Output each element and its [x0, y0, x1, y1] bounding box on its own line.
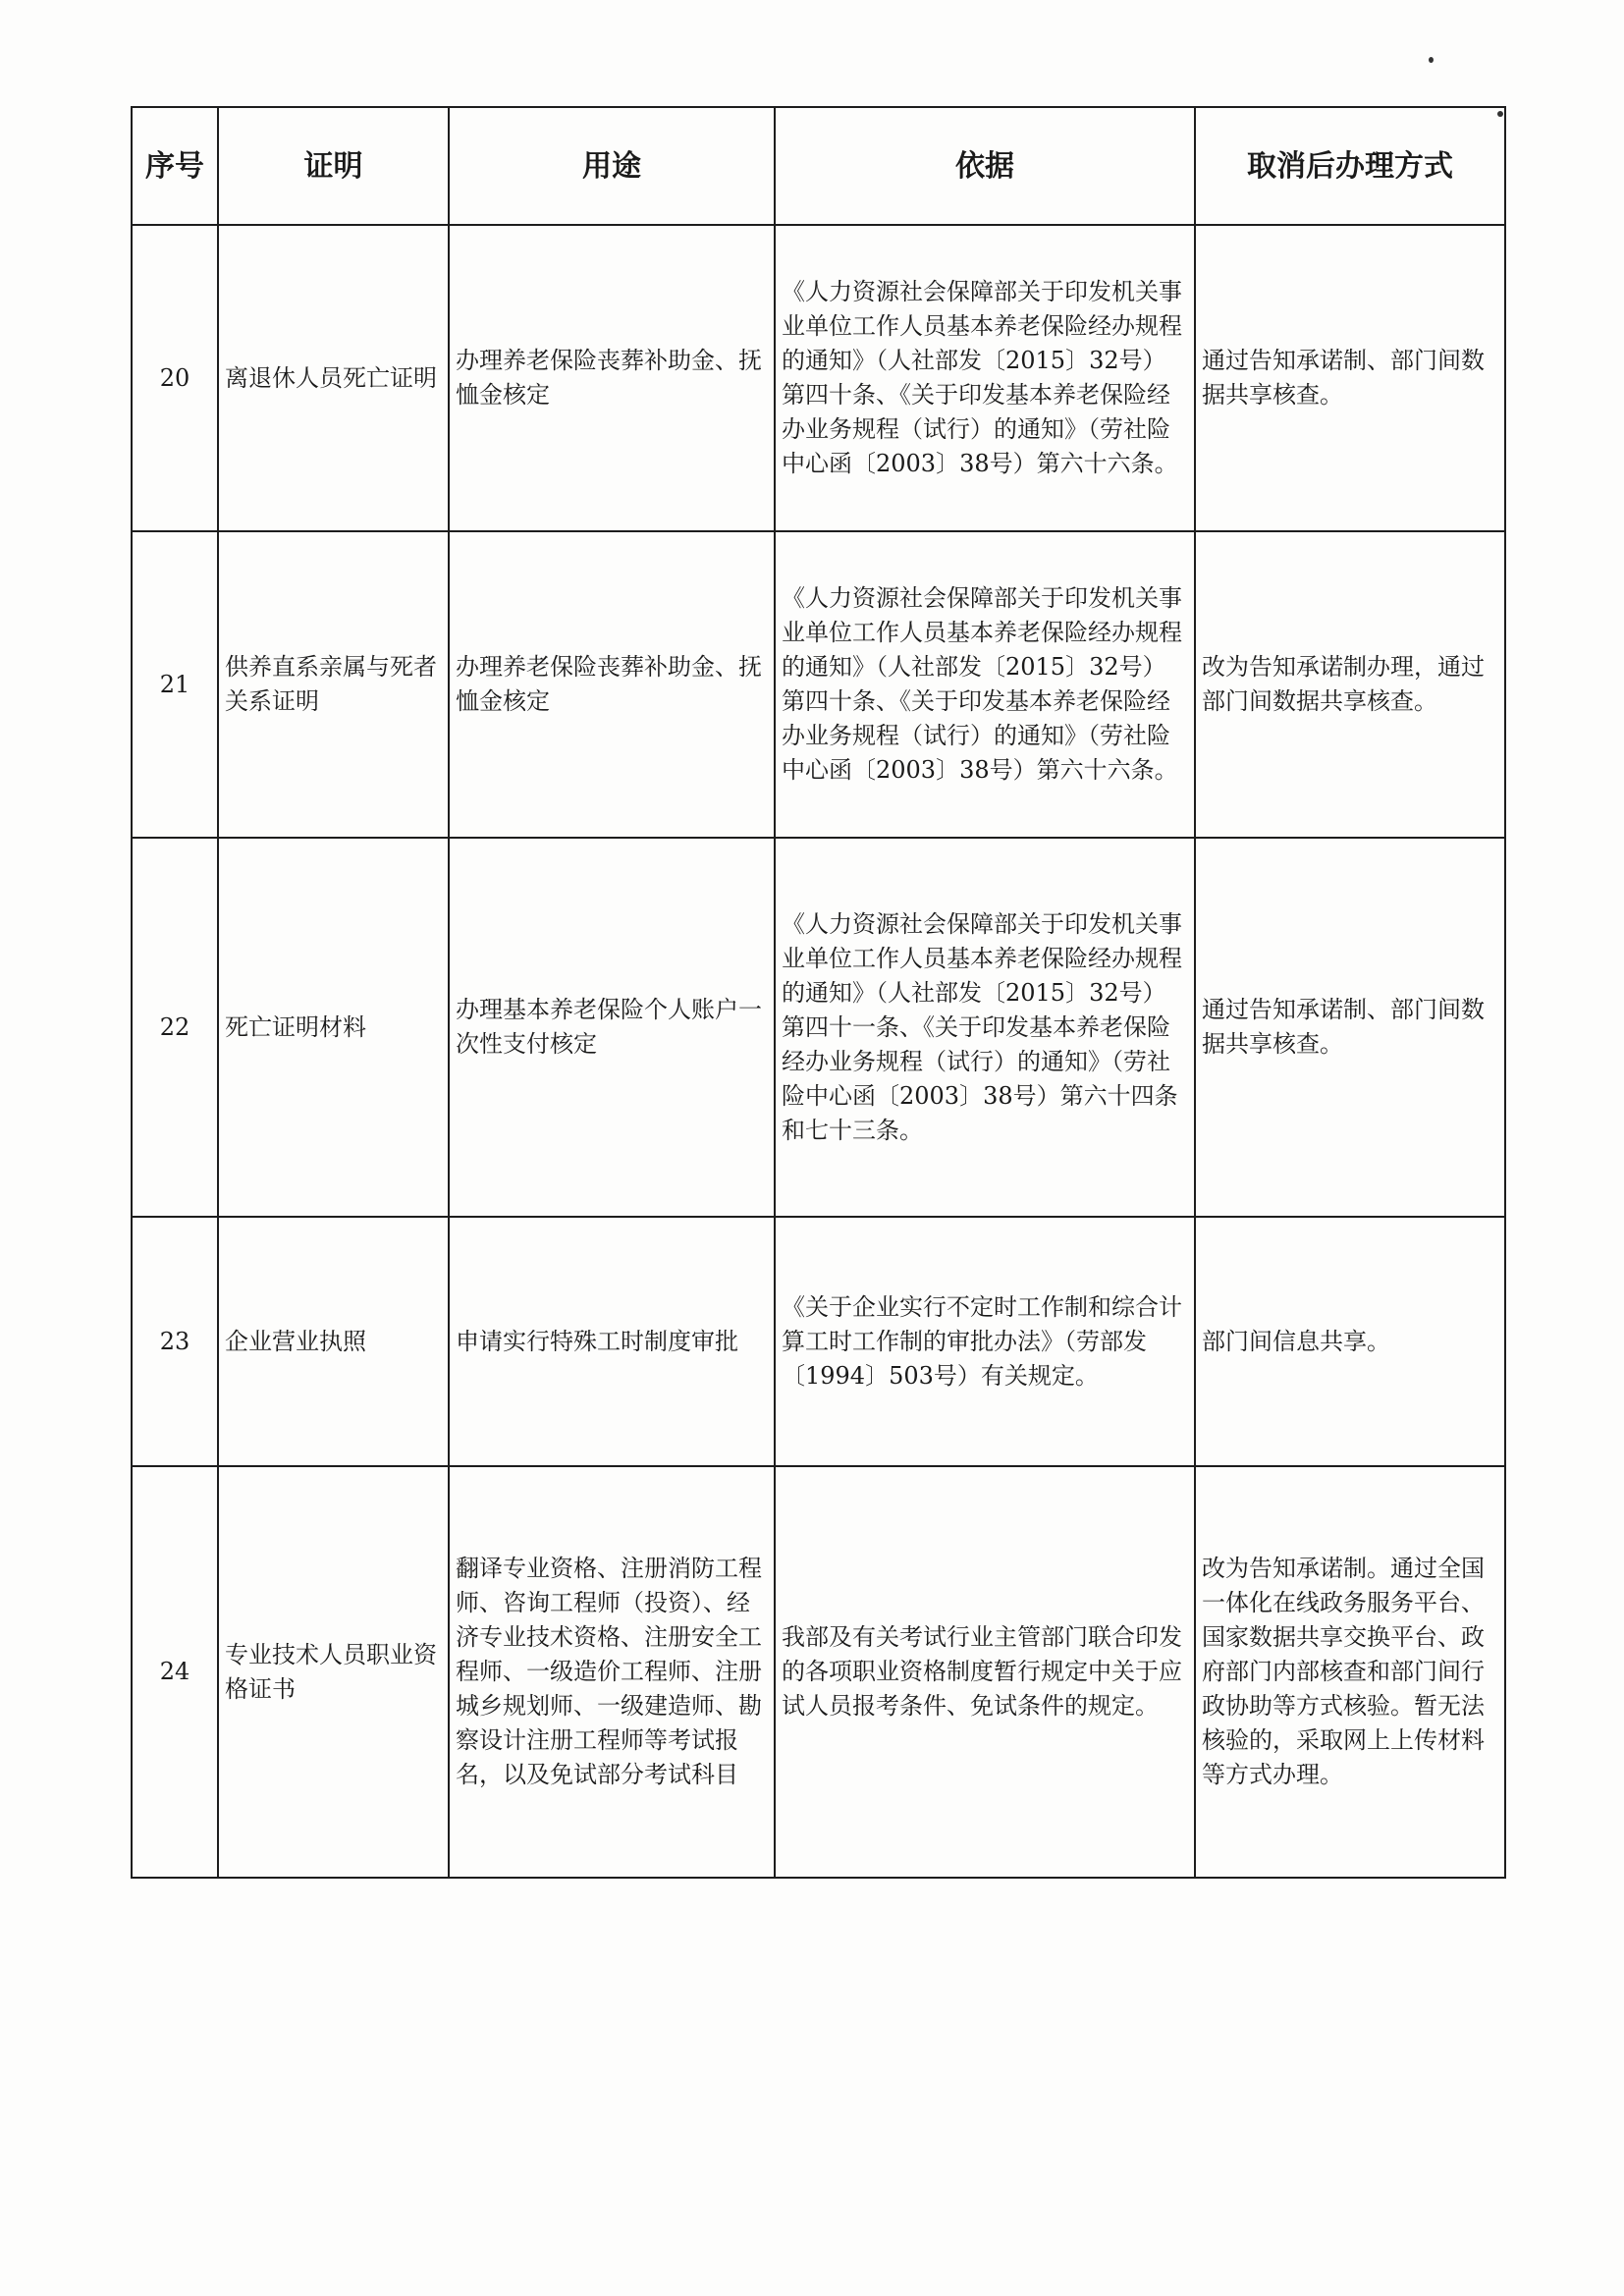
header-basis: 依据 — [775, 107, 1195, 225]
certificate-name: 离退休人员死亡证明 — [218, 225, 449, 531]
certificate-table — [131, 106, 1506, 1879]
handling-method: 改为告知承诺制办理，通过部门间数据共享核查。 — [1195, 531, 1505, 838]
table-row — [132, 1217, 1505, 1466]
row-number: 23 — [132, 1217, 218, 1466]
legal-basis: 《人力资源社会保障部关于印发机关事业单位工作人员基本养老保险经办规程的通知》（人社部发〔2015〕32号）第四十条、《关于印发基本养老保险经办业务规程（试行）的通知》（劳社险中心函〔2003〕38号）第六十六条。 — [775, 225, 1195, 531]
handling-method: 通过告知承诺制、部门间数据共享核查。 — [1195, 838, 1505, 1217]
row-number: 21 — [132, 531, 218, 838]
legal-basis: 《人力资源社会保障部关于印发机关事业单位工作人员基本养老保险经办规程的通知》（人社部发〔2015〕32号）第四十一条、《关于印发基本养老保险经办业务规程（试行）的通知》（劳社险中心函〔2003〕38号）第六十四条和七十三条。 — [775, 838, 1195, 1217]
header-cert: 证明 — [218, 107, 449, 225]
scan-speck — [1429, 57, 1434, 63]
header-method: 取消后办理方式 — [1195, 107, 1505, 225]
legal-basis: 《人力资源社会保障部关于印发机关事业单位工作人员基本养老保险经办规程的通知》（人社部发〔2015〕32号）第四十条、《关于印发基本养老保险经办业务规程（试行）的通知》（劳社险中心函〔2003〕38号）第六十六条。 — [775, 531, 1195, 838]
certificate-use: 申请实行特殊工时制度审批 — [449, 1217, 775, 1466]
row-number: 24 — [132, 1466, 218, 1878]
table-row — [132, 531, 1505, 838]
row-number: 22 — [132, 838, 218, 1217]
certificate-use: 办理养老保险丧葬补助金、抚恤金核定 — [449, 225, 775, 531]
handling-method: 改为告知承诺制。通过全国一体化在线政务服务平台、国家数据共享交换平台、政府部门内部核查和部门间行政协助等方式核验。暂无法核验的，采取网上上传材料等方式办理。 — [1195, 1466, 1505, 1878]
legal-basis: 《关于企业实行不定时工作制和综合计算工时工作制的审批办法》（劳部发〔1994〕503号）有关规定。 — [775, 1217, 1195, 1466]
table-row — [132, 838, 1505, 1217]
certificate-use: 办理养老保险丧葬补助金、抚恤金核定 — [449, 531, 775, 838]
certificate-use: 办理基本养老保险个人账户一次性支付核定 — [449, 838, 775, 1217]
header-num: 序号 — [132, 107, 218, 225]
certificate-name: 企业营业执照 — [218, 1217, 449, 1466]
certificate-name: 专业技术人员职业资格证书 — [218, 1466, 449, 1878]
table-row — [132, 1466, 1505, 1878]
legal-basis: 我部及有关考试行业主管部门联合印发的各项职业资格制度暂行规定中关于应试人员报考条件、免试条件的规定。 — [775, 1466, 1195, 1878]
handling-method: 部门间信息共享。 — [1195, 1217, 1505, 1466]
certificate-use: 翻译专业资格、注册消防工程师、咨询工程师（投资）、经济专业技术资格、注册安全工程师、一级造价工程师、注册城乡规划师、一级建造师、勘察设计注册工程师等考试报名，以及免试部分考试科目 — [449, 1466, 775, 1878]
certificate-name: 死亡证明材料 — [218, 838, 449, 1217]
row-number: 20 — [132, 225, 218, 531]
certificate-name: 供养直系亲属与死者关系证明 — [218, 531, 449, 838]
handling-method: 通过告知承诺制、部门间数据共享核查。 — [1195, 225, 1505, 531]
header-use: 用途 — [449, 107, 775, 225]
table-header-row — [132, 107, 1505, 225]
table-row — [132, 225, 1505, 531]
